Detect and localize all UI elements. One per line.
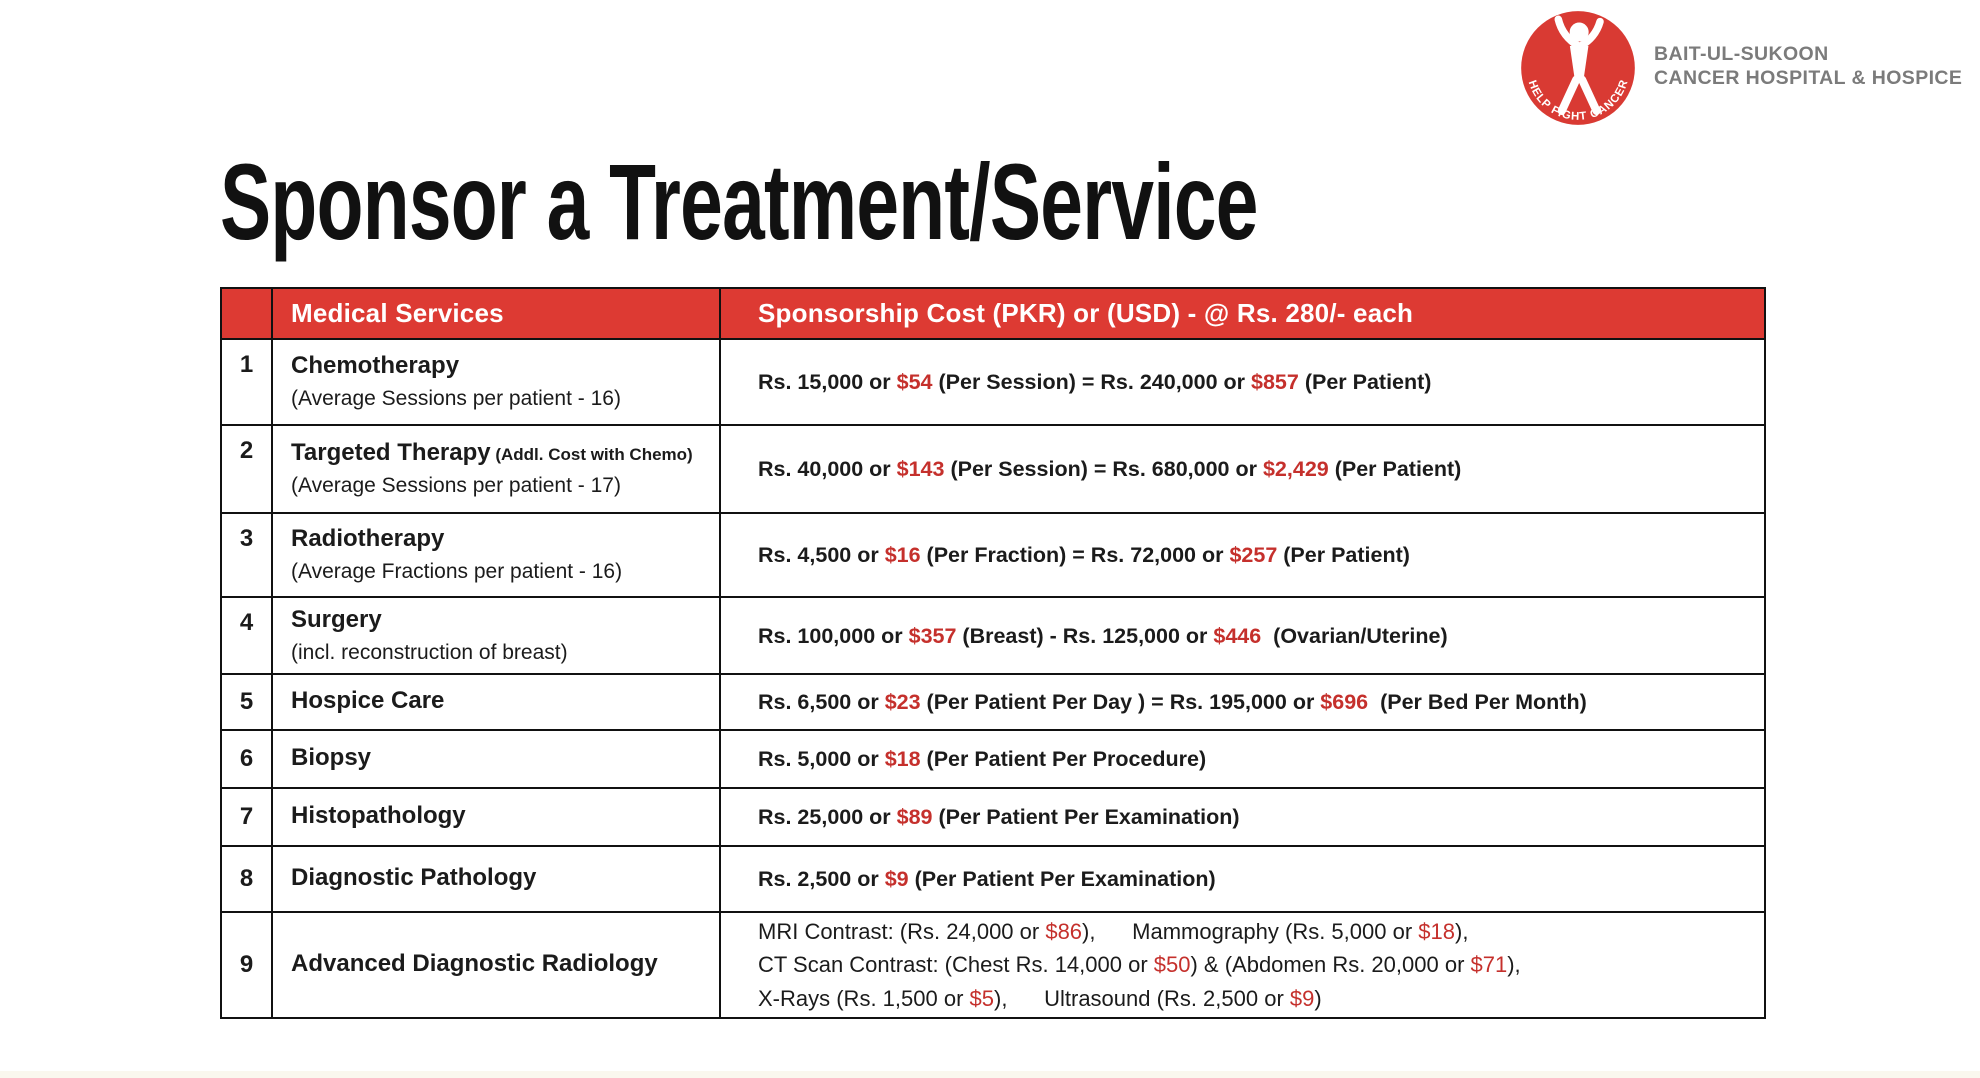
services-table — [220, 287, 1766, 1019]
service-name-line — [291, 439, 719, 469]
service-cell — [273, 847, 721, 913]
cost-cell — [721, 913, 1764, 1017]
cost-text: (Per Patient Per Examination) — [908, 867, 1216, 891]
cost-text: (Per Patient Per Procedure) — [920, 747, 1207, 771]
cost-text: MRI Contrast: (Rs. 24,000 or — [758, 918, 1046, 944]
cost-text: (Breast) - Rs. 125,000 or — [956, 623, 1214, 648]
usd-amount: $89 — [896, 805, 933, 829]
service-name: Targeted Therapy — [291, 439, 491, 466]
usd-amount: $5 — [969, 985, 994, 1011]
service-name-line — [291, 802, 719, 832]
cost-text: ), — [1455, 918, 1469, 944]
cost-text: ) & (Abdomen Rs. 20,000 or — [1190, 952, 1471, 978]
cost-line — [758, 864, 1756, 894]
row-number-cell: 5 — [222, 675, 273, 731]
usd-amount: $18 — [884, 747, 921, 771]
cost-text: (Per Fraction) = Rs. 72,000 or — [920, 543, 1230, 567]
service-name: Biopsy — [291, 744, 372, 771]
table-row — [222, 847, 1764, 913]
service-cell — [273, 514, 721, 598]
cost-text: (Per Bed Per Month) — [1368, 690, 1587, 714]
service-cell — [273, 340, 721, 426]
row-number-cell: 8 — [222, 847, 273, 913]
cost-line — [758, 982, 1756, 1016]
cost-line — [758, 621, 1756, 651]
service-name: Surgery — [291, 605, 382, 633]
service-name: Radiotherapy — [291, 525, 445, 552]
cost-text: ), Ultrasound (Rs. 2,500 or — [994, 985, 1290, 1011]
service-cell — [273, 789, 721, 847]
usd-amount: $86 — [1045, 918, 1083, 944]
table-body — [222, 340, 1764, 1017]
table-row — [222, 675, 1764, 731]
cost-line — [758, 687, 1756, 717]
usd-amount: $9 — [1289, 985, 1315, 1011]
service-cell — [273, 913, 721, 1017]
row-number-cell: 7 — [222, 789, 273, 847]
service-name: Advanced Diagnostic Radiology — [291, 950, 658, 977]
cost-text: (Per Patient Per Day ) = Rs. 195,000 or — [920, 690, 1321, 714]
service-subtitle: (Average Sessions per patient - 17) — [291, 474, 621, 497]
cost-text: Rs. 25,000 or — [758, 805, 897, 829]
header-cell-number — [222, 289, 273, 340]
table-row — [222, 789, 1764, 847]
cost-text: (Ovarian/Uterine) — [1261, 623, 1448, 648]
row-number-cell: 3 — [222, 514, 273, 598]
cost-text: ) — [1314, 985, 1322, 1011]
usd-amount: $696 — [1320, 690, 1369, 714]
row-number-cell: 1 — [222, 340, 273, 426]
service-name-line — [291, 525, 719, 555]
service-name-line — [291, 864, 719, 894]
table-row — [222, 426, 1764, 514]
usd-amount: $16 — [884, 543, 921, 567]
cost-text: Rs. 6,500 or — [758, 690, 885, 714]
usd-amount: $9 — [884, 867, 909, 891]
table-header-row — [222, 289, 1764, 340]
cost-cell — [721, 598, 1764, 675]
cost-line — [758, 540, 1756, 570]
cost-cell — [721, 426, 1764, 514]
help-fight-cancer-text: HELP FIGHT CANCER — [1525, 77, 1631, 123]
service-subtitle: (Average Sessions per patient - 16) — [291, 387, 621, 410]
service-note: (Addl. Cost with Chemo) — [490, 445, 693, 464]
service-cell — [273, 426, 721, 514]
service-name-line — [291, 352, 719, 382]
bottom-strip — [0, 1071, 1980, 1078]
cost-text: (Per Patient) — [1298, 370, 1432, 394]
cost-text: Rs. 5,000 or — [758, 747, 885, 771]
usd-amount: $2,429 — [1262, 457, 1329, 481]
cost-text: (Per Session) = Rs. 240,000 or — [932, 370, 1251, 394]
header-cell-cost: Sponsorship Cost (PKR) or (USD) - @ Rs. 280/- each — [721, 289, 1764, 340]
cost-cell — [721, 340, 1764, 426]
cost-text: Rs. 4,500 or — [758, 543, 885, 567]
cost-text: CT Scan Contrast: (Chest Rs. 14,000 or — [758, 952, 1154, 978]
cost-line — [758, 744, 1756, 774]
usd-amount: $54 — [896, 370, 933, 394]
cost-cell — [721, 514, 1764, 598]
usd-amount: $857 — [1251, 370, 1299, 394]
cost-cell — [721, 675, 1764, 731]
cost-cell — [721, 731, 1764, 789]
usd-amount: $18 — [1418, 918, 1455, 944]
cost-text: ), — [1507, 952, 1521, 978]
table-row — [222, 340, 1764, 426]
usd-amount: $50 — [1153, 952, 1191, 978]
table-row — [222, 598, 1764, 675]
service-name: Hospice Care — [291, 687, 445, 714]
page-title: Sponsor a Treatment/Service — [220, 141, 1258, 262]
cost-text: Rs. 100,000 or — [758, 623, 909, 648]
table-row — [222, 913, 1764, 1017]
service-cell — [273, 675, 721, 731]
table-row — [222, 731, 1764, 789]
cost-text: Rs. 2,500 or — [758, 867, 885, 891]
service-name-line — [291, 950, 719, 980]
row-number-cell: 4 — [222, 598, 273, 675]
cost-line — [758, 948, 1756, 982]
usd-amount: $71 — [1470, 952, 1508, 978]
cost-cell — [721, 789, 1764, 847]
cost-text: (Per Patient) — [1328, 457, 1462, 481]
cost-line — [758, 802, 1756, 832]
cost-line — [758, 454, 1756, 484]
usd-amount: $357 — [908, 623, 957, 648]
usd-amount: $257 — [1229, 543, 1278, 567]
cost-text: (Per Patient) — [1277, 543, 1410, 567]
cost-text: (Per Session) = Rs. 680,000 or — [944, 457, 1263, 481]
org-logo — [1520, 9, 1636, 127]
service-name-line — [291, 744, 719, 774]
table-row — [222, 514, 1764, 598]
service-subtitle: (Average Fractions per patient - 16) — [291, 560, 623, 583]
cost-text: (Per Patient Per Examination) — [932, 805, 1240, 829]
usd-amount: $23 — [884, 690, 921, 714]
service-name: Histopathology — [291, 802, 466, 829]
service-subtitle: (incl. reconstruction of breast) — [291, 640, 568, 664]
row-number-cell: 9 — [222, 913, 273, 1017]
row-number-cell: 2 — [222, 426, 273, 514]
cost-text: X-Rays (Rs. 1,500 or — [758, 985, 970, 1011]
row-number-cell: 6 — [222, 731, 273, 789]
usd-amount: $446 — [1213, 623, 1262, 648]
service-name-line — [291, 606, 719, 636]
usd-amount: $143 — [896, 457, 945, 481]
cost-text: ), Mammography (Rs. 5,000 or — [1082, 918, 1419, 944]
org-name-line1: BAIT-UL-SUKOON — [1654, 43, 1829, 65]
service-cell — [273, 598, 721, 675]
cost-line — [758, 367, 1756, 397]
header-cell-service: Medical Services — [273, 289, 721, 340]
cost-text: Rs. 40,000 or — [758, 457, 897, 481]
service-name: Diagnostic Pathology — [291, 864, 537, 891]
cost-cell — [721, 847, 1764, 913]
service-cell — [273, 731, 721, 789]
cost-line — [758, 915, 1756, 949]
service-name: Chemotherapy — [291, 352, 460, 379]
service-name-line — [291, 687, 719, 717]
cost-text: Rs. 15,000 or — [758, 370, 897, 394]
org-name-line2: CANCER HOSPITAL & HOSPICE — [1654, 67, 1963, 89]
org-name — [1654, 42, 1962, 90]
